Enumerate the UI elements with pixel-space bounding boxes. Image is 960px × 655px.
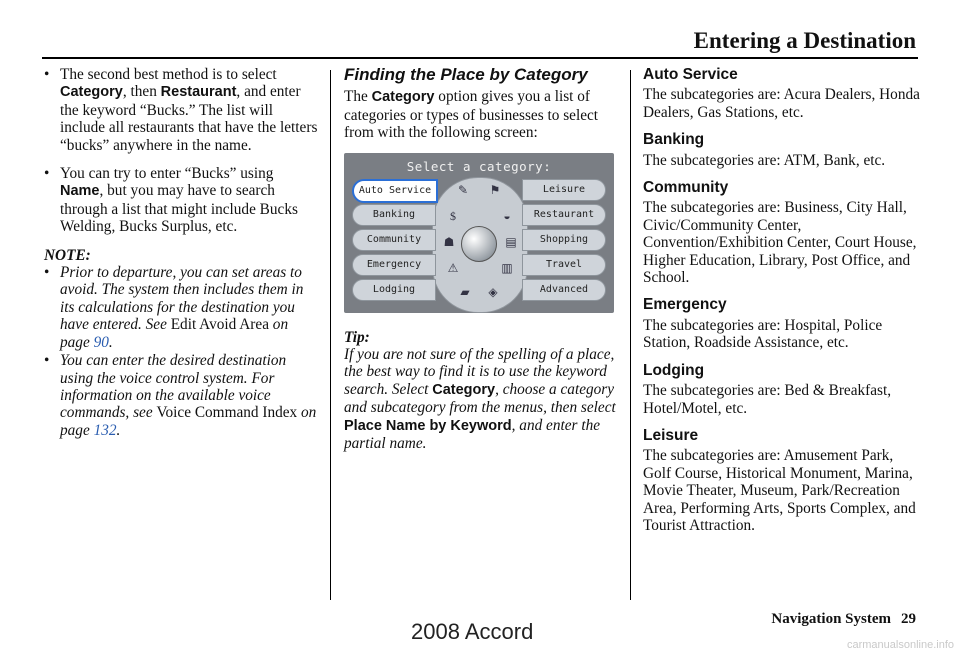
text: on page [60, 316, 289, 351]
bullet-item [44, 66, 319, 154]
right-column [643, 66, 923, 544]
column-divider [330, 70, 331, 600]
middle-column [344, 66, 620, 452]
text: You can enter the desired destination using the voice control system. For information on the available voice commands, see [60, 352, 287, 422]
subcategory-heading: Banking [643, 131, 705, 149]
cross-reference: Voice Command Index [156, 404, 298, 422]
subcategory-text: The subcategories are: Acura Dealers, Honda Dealers, Gas Stations, etc. [643, 86, 920, 121]
bullet-dot: • [44, 165, 50, 183]
page-link[interactable]: 90 [93, 333, 109, 351]
text: , and enter the keyword “Bucks.” The list will include all restaurants that have the letters “bucks” anywhere in the name. [60, 83, 318, 154]
subcategory-text: The subcategories are: Amusement Park, Golf Course, Historical Monument, Marina, Movie Theater, Museum, Park/Recreation Area, Performing Arts, Sports Complex, and Tourist Attraction. [643, 447, 916, 534]
subcategory-heading: Lodging [643, 361, 705, 379]
category-emergency: Emergency [352, 254, 436, 276]
advanced-icon: ◈ [488, 284, 498, 299]
bullet-dot: • [44, 352, 50, 370]
note-title: NOTE: [44, 246, 91, 264]
bed-icon: ▰ [460, 284, 470, 299]
tip-text [344, 346, 620, 452]
ui-term: Name [60, 183, 100, 200]
cross-reference: Edit Avoid Area [170, 316, 269, 334]
text: The second best method is to select [60, 66, 277, 83]
note-item [44, 264, 319, 351]
flag-icon: ⚑ [489, 182, 501, 197]
subcategory-heading: Leisure [643, 426, 699, 444]
ui-term: Category [371, 89, 435, 106]
warning-icon: ⚠ [447, 260, 459, 275]
text: , choose a category and subcategory from the menus, then select [344, 380, 616, 417]
category-banking: Banking [352, 204, 436, 226]
community-icon: ☗ [443, 234, 455, 249]
bullet-dot: • [44, 66, 50, 83]
category-restaurant: Restaurant [522, 204, 606, 226]
text: , but you may have to search through a list that might include Bucks Welding, Bucks Surplus, etc. [60, 182, 298, 236]
ui-term: Restaurant [160, 84, 237, 101]
model-watermark: 2008 Accord [411, 619, 534, 644]
tip-title: Tip: [344, 328, 370, 346]
category-leisure: Leisure [522, 179, 606, 201]
ui-term: Category [432, 381, 496, 398]
page-footer [771, 611, 916, 628]
text: If you are not sure of the spelling of a place, the best way to find it is to use the keyword search. Select [344, 346, 615, 398]
screen-title: Select a category: [406, 158, 552, 174]
text: The [344, 88, 372, 106]
bullet-dot: • [44, 264, 50, 282]
text: , then [122, 83, 161, 101]
site-watermark: carmanualsonline.info [846, 639, 954, 651]
subcategory-heading: Emergency [643, 296, 727, 314]
subcategory-text: The subcategories are: Business, City Hall, Civic/Community Center, Convention/Exhibition Center, Court House, Higher Education, Library, Post Office, and School. [643, 199, 917, 287]
text: You can try to enter “Bucks” using [60, 165, 274, 183]
category-shopping: Shopping [522, 229, 606, 251]
category-screen-image [344, 153, 614, 313]
subcategory-text: The subcategories are: Bed & Breakfast, Hotel/Motel, etc. [643, 382, 892, 417]
text: . [116, 421, 121, 439]
category-auto-service: Auto Service [352, 179, 438, 203]
subcategory-text: The subcategories are: ATM, Bank, etc. [643, 151, 886, 169]
text: Prior to departure, you can set areas to avoid. The system then includes them in its calculations for the destination you have entered. See [60, 264, 304, 334]
money-icon: $ [450, 208, 456, 223]
page-title: Entering a Destination [693, 28, 916, 53]
restaurant-icon: ◒ [503, 208, 511, 223]
page-number: 29 [901, 611, 916, 627]
section-heading: Finding the Place by Category [344, 65, 588, 84]
page-link[interactable]: 132 [93, 421, 117, 439]
ui-term: Category [60, 84, 123, 101]
text: option gives you a list of categories or types of businesses to select from with the following screen: [344, 88, 599, 142]
category-lodging: Lodging [352, 279, 436, 301]
category-community: Community [352, 229, 436, 251]
text: on page [60, 404, 317, 439]
left-column [44, 66, 319, 440]
column-divider [630, 70, 631, 600]
category-advanced: Advanced [522, 279, 606, 301]
intro-paragraph [344, 88, 620, 141]
subcategory-heading: Auto Service [643, 66, 738, 83]
footer-label: Navigation System [771, 611, 891, 627]
wrench-icon: ✎ [457, 182, 469, 197]
header-rule [42, 57, 918, 59]
text: . [108, 333, 113, 351]
category-travel: Travel [522, 254, 606, 276]
shopping-icon: ▤ [505, 234, 517, 249]
subcategory-text: The subcategories are: Hospital, Police Station, Roadside Assistance, etc. [643, 316, 883, 352]
ui-term: Place Name by Keyword [344, 417, 512, 434]
bullet-item [44, 165, 319, 236]
note-item [44, 352, 319, 439]
travel-icon: ▥ [501, 260, 513, 275]
subcategory-heading: Community [643, 179, 729, 197]
joystick-knob [461, 226, 497, 262]
text: , and enter the partial name. [344, 416, 601, 453]
